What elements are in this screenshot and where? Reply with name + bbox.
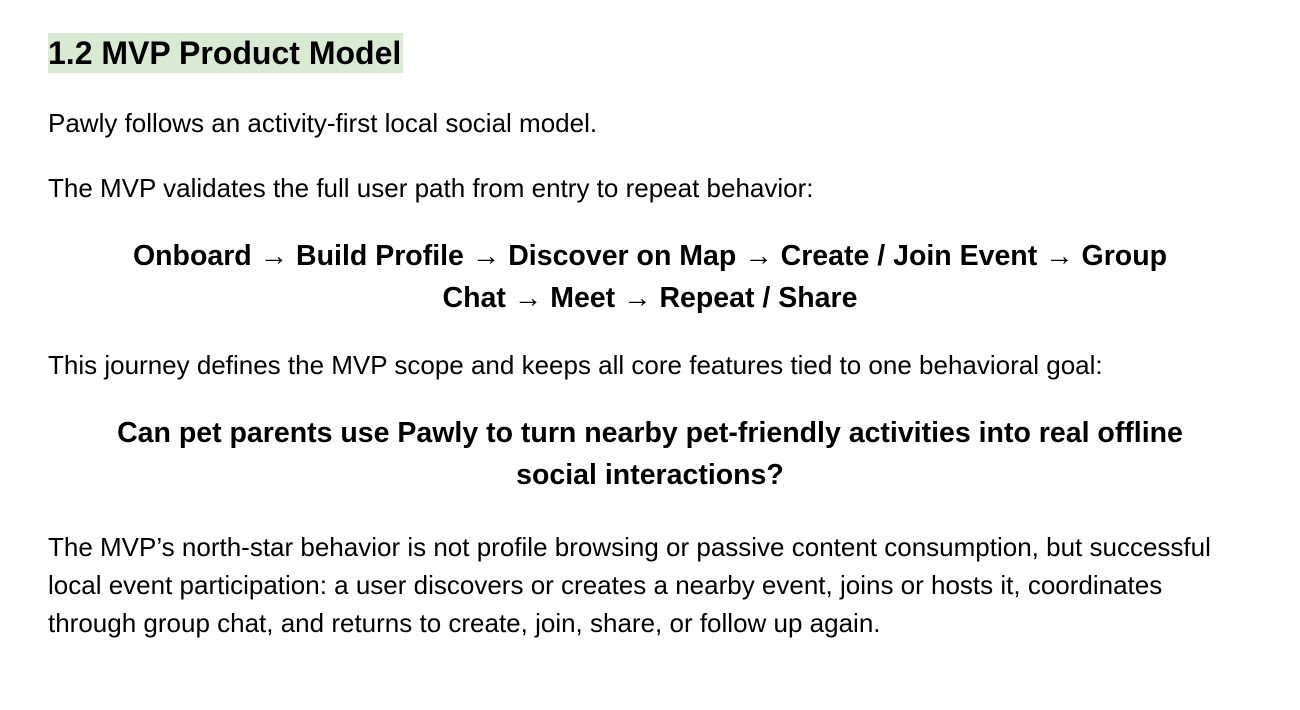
intro-paragraph: Pawly follows an activity-first local social model. [48, 108, 598, 138]
behavioral-goal-question [48, 412, 1252, 496]
north-star-paragraph: The MVP’s north-star behavior is not profile browsing or passive content consumption, but successful local event participation: a user discovers or creates a nearby event, joins or hosts it, coordinates through group chat, and returns to create, join, share, or follow up again. [48, 532, 1211, 638]
user-journey-flow-line-2: Chat → Meet → Repeat / Share [442, 282, 858, 314]
user-path-paragraph: The MVP validates the full user path from entry to repeat behavior: [48, 173, 814, 203]
user-journey-flow-line-1: Onboard → Build Profile → Discover on Map → Create / Join Event → Group [132, 240, 1168, 272]
behavioral-goal-question-line-2: social interactions? [516, 459, 784, 491]
section-heading: 1.2 MVP Product Model [48, 35, 402, 71]
scope-paragraph: This journey defines the MVP scope and keeps all core features tied to one behavioral goal: [48, 350, 1103, 380]
behavioral-goal-question-line-1: Can pet parents use Pawly to turn nearby pet-friendly activities into real offline [117, 417, 1183, 449]
user-journey-flow [48, 235, 1252, 319]
